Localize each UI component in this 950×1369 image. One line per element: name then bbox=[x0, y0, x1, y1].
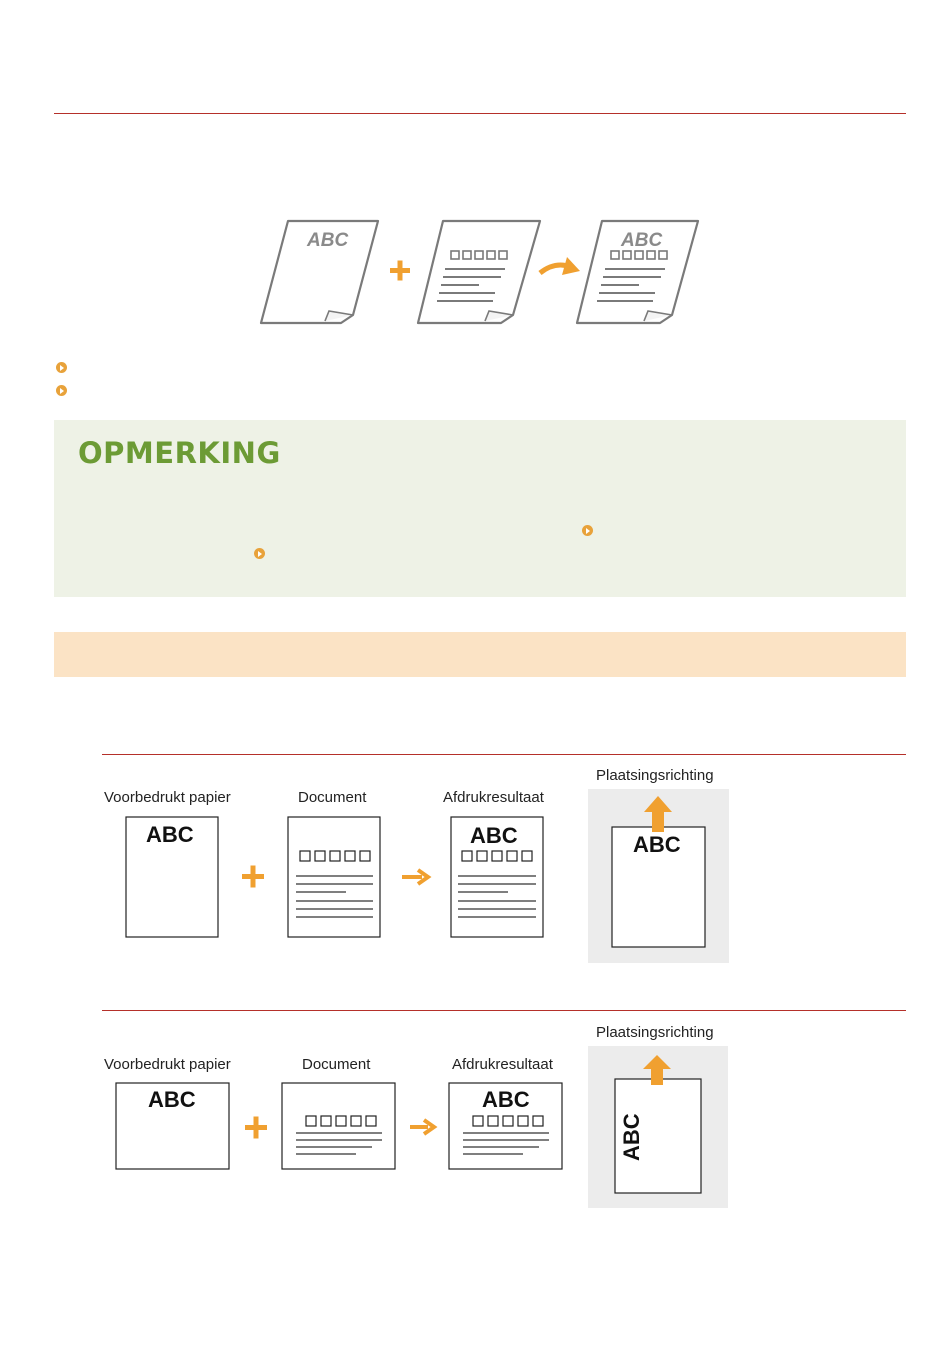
diagram-portrait-rule bbox=[102, 754, 906, 755]
document-landscape bbox=[282, 1083, 395, 1169]
result-abc-text: ABC bbox=[482, 1087, 530, 1112]
placement-tray-landscape bbox=[588, 1046, 728, 1208]
label-preprinted-paper: Voorbedrukt papier bbox=[104, 789, 231, 806]
note-link-bullet-icon[interactable] bbox=[582, 525, 593, 536]
label-print-result: Afdrukresultaat bbox=[443, 789, 544, 806]
note-title: OPMERKING bbox=[78, 436, 281, 470]
tray-abc-text: ABC bbox=[619, 1113, 644, 1161]
intro-sheet-1-text: ABC bbox=[307, 230, 349, 251]
tray-abc-text: ABC bbox=[633, 832, 681, 857]
plus-icon bbox=[242, 866, 264, 888]
label-preprinted-paper: Voorbedrukt papier bbox=[104, 1056, 231, 1073]
arrow-right-icon bbox=[410, 1120, 434, 1134]
link-bullet-icon[interactable] bbox=[56, 385, 67, 396]
label-placement-orientation: Plaatsingsrichting bbox=[596, 767, 714, 784]
print-result-landscape bbox=[449, 1083, 562, 1169]
preprinted-sheet-illustration bbox=[261, 221, 378, 323]
print-result-portrait bbox=[451, 817, 543, 937]
curved-arrow-icon bbox=[540, 257, 580, 275]
link-bullet-icon[interactable] bbox=[56, 362, 67, 373]
header-rule bbox=[54, 113, 906, 114]
label-document: Document bbox=[298, 789, 367, 806]
diagram-landscape-rule bbox=[102, 1010, 906, 1011]
preprinted-abc-text: ABC bbox=[146, 822, 194, 847]
document-sheet-illustration bbox=[418, 221, 540, 323]
preprinted-abc-text: ABC bbox=[148, 1087, 196, 1112]
result-sheet-illustration bbox=[577, 221, 698, 323]
label-placement-orientation: Plaatsingsrichting bbox=[596, 1024, 714, 1041]
arrow-right-icon bbox=[402, 870, 428, 884]
plus-icon bbox=[390, 261, 410, 281]
diagram-portrait bbox=[120, 786, 740, 966]
placement-tray-portrait bbox=[588, 789, 729, 963]
note-link-bullet-icon[interactable] bbox=[254, 548, 265, 559]
document-portrait bbox=[288, 817, 380, 937]
section-heading-bar bbox=[54, 632, 906, 677]
preprinted-paper-landscape bbox=[116, 1083, 229, 1169]
plus-icon bbox=[245, 1117, 267, 1139]
preprinted-paper-portrait bbox=[126, 817, 218, 937]
diagram-landscape bbox=[110, 1043, 740, 1213]
result-abc-text: ABC bbox=[470, 823, 518, 848]
intro-illustration bbox=[255, 215, 705, 327]
label-print-result: Afdrukresultaat bbox=[452, 1056, 553, 1073]
intro-sheet-3-text: ABC bbox=[621, 230, 663, 251]
label-document: Document bbox=[302, 1056, 371, 1073]
